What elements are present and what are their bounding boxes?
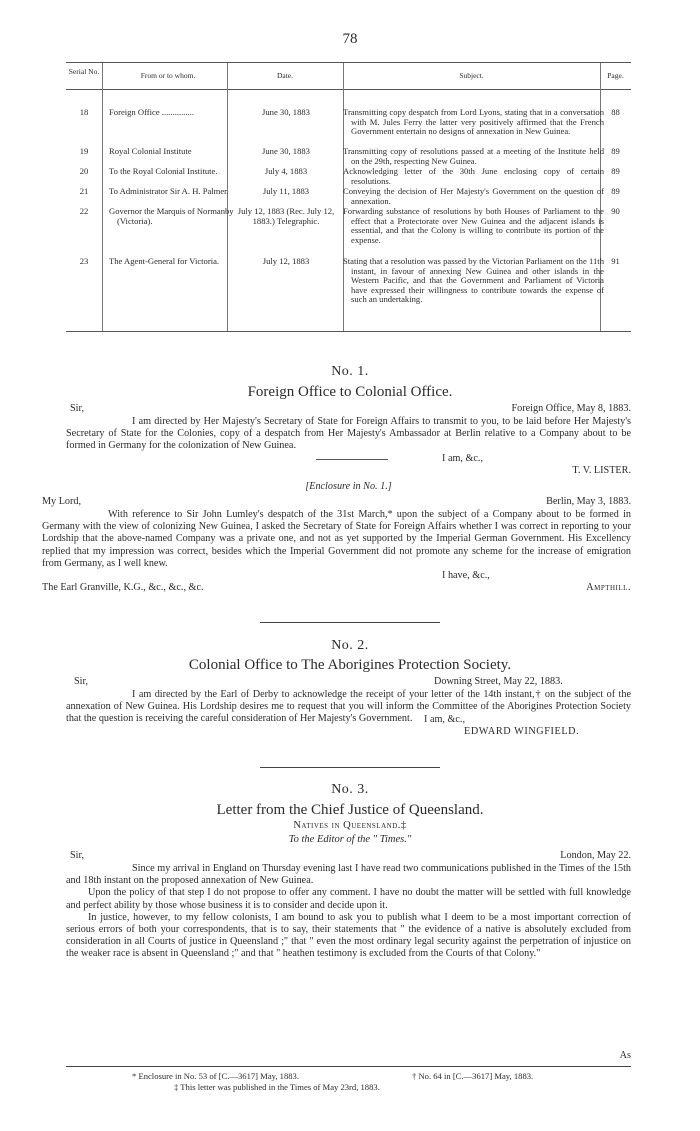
table-header bbox=[66, 63, 631, 90]
catchword: As bbox=[619, 1050, 631, 1061]
place-date: London, May 22. bbox=[560, 850, 631, 861]
row-page: 91 bbox=[611, 256, 620, 266]
row-from: Governor the Marquis of Normanby (Victoria). bbox=[109, 206, 234, 226]
page-number: 78 bbox=[342, 31, 358, 47]
closing: I am, &c., bbox=[442, 452, 484, 464]
letter-number: No. 3. bbox=[331, 782, 369, 797]
footnote: † No. 64 in [C.—3617] May, 1883. bbox=[412, 1071, 534, 1081]
row-from: Royal Colonial Institute bbox=[109, 146, 192, 156]
closing: I have, &c., bbox=[442, 570, 490, 582]
row-date: July 4, 1883 bbox=[264, 166, 308, 176]
header-serial: Serial No. bbox=[68, 67, 100, 76]
addressee: The Earl Granville, K.G., &c., &c., &c. bbox=[42, 582, 204, 594]
header-from: From or to whom. bbox=[140, 71, 196, 80]
row-date: July 12, 1883 (Rec. July 12, 1883.) Telegraphic. bbox=[237, 206, 335, 226]
row-page: 90 bbox=[611, 206, 620, 216]
divider bbox=[316, 459, 388, 460]
salutation: Sir, bbox=[74, 676, 89, 687]
letter-2 bbox=[66, 676, 631, 739]
place-date: Downing Street, May 22, 1883. bbox=[434, 676, 563, 687]
letter-body: I am directed by Her Majesty's Secretary of State for Foreign Affairs to transmit to you, to be laid before Her Majesty's Secretary of State for the Colonies, copy of a despatch from Her Majesty's Ambassador at Berlin relative to a Company about to be formed in Germany for the colonization of New Guinea. bbox=[66, 416, 631, 452]
closing: I am, &c., bbox=[424, 713, 466, 725]
footnote-rule bbox=[66, 1066, 631, 1067]
signature: Ampthill. bbox=[586, 582, 631, 594]
row-from: To Administrator Sir A. H. Palmer. bbox=[109, 186, 229, 196]
letter-1 bbox=[42, 403, 631, 595]
row-page: 89 bbox=[611, 166, 620, 176]
to-line: To the Editor of the " Times." bbox=[288, 834, 412, 845]
signature: EDWARD WINGFIELD. bbox=[464, 725, 580, 737]
row-subject: Acknowledging letter of the 30th June enclosing copy of certain resolutions. bbox=[343, 166, 604, 186]
letter-title: Letter from the Chief Justice of Queensland. bbox=[216, 802, 484, 818]
row-serial: 20 bbox=[79, 166, 89, 176]
letter-body: I am directed by the Earl of Derby to acknowledge the receipt of your letter of the 14th instant,† on the subject of the annexation of New Guinea. His Lordship desires me to request that you will inform the Committee of the Aborigines Protection Society that the question is receiving the careful consideration of Her Majesty's Government. bbox=[66, 689, 631, 725]
row-page: 88 bbox=[611, 107, 620, 117]
letter-paragraph: In justice, however, to my fellow colonists, I am bound to ask you to publish what I deem to be a most important correction of serious errors of both your correspondents, that is to say, their statements that " the evidence of a native is absolutely excluded from consideration in all Courts of justice in Queensland ;" that " even the most ordinary legal security against the perpetration of injustice on the weaker race is absent in Queensland ;" and that " heathen testimony is excluded from the Courts of that Colony." bbox=[66, 911, 631, 960]
salutation: My Lord, bbox=[42, 496, 82, 508]
place-date: Foreign Office, May 8, 1883. bbox=[511, 403, 631, 414]
row-page: 89 bbox=[611, 146, 620, 156]
header-subject: Subject. bbox=[459, 71, 484, 80]
letter-paragraph: Since my arrival in England on Thursday evening last I have read two communications published in the Times of the 15th and 18th instant on the proposed annexation of New Guinea. bbox=[66, 863, 631, 887]
section-rule bbox=[260, 622, 440, 623]
header-date: Date. bbox=[276, 71, 294, 80]
letter-number: No. 1. bbox=[331, 364, 369, 379]
section-rule bbox=[260, 767, 440, 768]
column-divider bbox=[227, 63, 228, 331]
salutation: Sir, bbox=[70, 850, 85, 861]
row-serial: 23 bbox=[79, 256, 89, 266]
row-from: Foreign Office ............... bbox=[109, 107, 195, 117]
row-page: 89 bbox=[611, 186, 620, 196]
row-from: To the Royal Colonial Institute. bbox=[109, 166, 218, 176]
row-serial: 19 bbox=[79, 146, 89, 156]
row-subject: Transmitting copy of resolutions passed at a meeting of the Institute held on the 29th, respecting New Guinea. bbox=[343, 146, 604, 166]
row-serial: 21 bbox=[79, 186, 89, 196]
enclosure-heading: [Enclosure in No. 1.] bbox=[305, 480, 392, 492]
place-date: Berlin, May 3, 1883. bbox=[546, 496, 631, 508]
header-page: Page. bbox=[607, 71, 624, 80]
row-serial: 18 bbox=[79, 107, 89, 117]
footnote: * Enclosure in No. 53 of [C.—3617] May, 1883. bbox=[132, 1071, 299, 1081]
row-subject: Forwarding substance of resolutions by both Houses of Parliament to the effect that a Protectorate over New Guinea and the adjacent islands is essential, and that the Colony is willing to contribute its portion of the expense. bbox=[343, 206, 604, 245]
row-date: June 30, 1883 bbox=[262, 107, 310, 117]
letter-subtitle: Natives in Queensland.‡ bbox=[293, 820, 407, 831]
row-date: June 30, 1883 bbox=[262, 146, 310, 156]
salutation: Sir, bbox=[70, 403, 85, 414]
column-divider bbox=[102, 63, 103, 331]
letter-title: Colonial Office to The Aborigines Protection Society. bbox=[188, 657, 512, 673]
row-subject: Conveying the decision of Her Majesty's Government on the question of annexation. bbox=[343, 186, 604, 206]
index-table bbox=[66, 62, 631, 332]
row-subject: Stating that a resolution was passed by the Victorian Parliament on the 11th instant, in favour of annexing New Guinea and other islands in the Western Pacific, and that the Government and Parliament of Victoria have expressed their willingness to contribute towards the expense of such an undertaking. bbox=[343, 256, 604, 305]
letter-3 bbox=[66, 850, 631, 961]
row-date: July 11, 1883 bbox=[262, 186, 310, 196]
footnote: ‡ This letter was published in the Times of May 23rd, 1883. bbox=[174, 1082, 380, 1092]
letter-number: No. 2. bbox=[331, 638, 369, 653]
row-date: July 12, 1883 bbox=[262, 256, 310, 266]
signature: T. V. LISTER. bbox=[572, 464, 631, 476]
enclosure-body: With reference to Sir John Lumley's despatch of the 31st March,* upon the subject of a Company about to be formed in Germany with the view of colonizing New Guinea, I asked the Secretary of State for Foreign Affairs whether I was correct in reporting to your Lordship that the above-named Company was a private one, and not as yet supported by the Imperial German Government. His Excellency replied that my impression was correct, besides which the Imperial Government did not promote any scheme for the increase of emigration from Germany, as I well knew. bbox=[42, 509, 631, 569]
row-from: The Agent-General for Victoria. bbox=[109, 256, 220, 266]
row-subject: Transmitting copy despatch from Lord Lyons, stating that in a conversation with M. Jules Ferry the latter very positively affirmed that the French Government entertain no designs of annexation in New Guinea. bbox=[343, 107, 604, 137]
row-serial: 22 bbox=[79, 206, 89, 216]
letter-title: Foreign Office to Colonial Office. bbox=[247, 384, 453, 400]
letter-paragraph: Upon the policy of that step I do not propose to offer any comment. I have no doubt the matter will be settled with full knowledge and perfect ability by those whose business it is to consider and decide upon it. bbox=[66, 887, 631, 911]
